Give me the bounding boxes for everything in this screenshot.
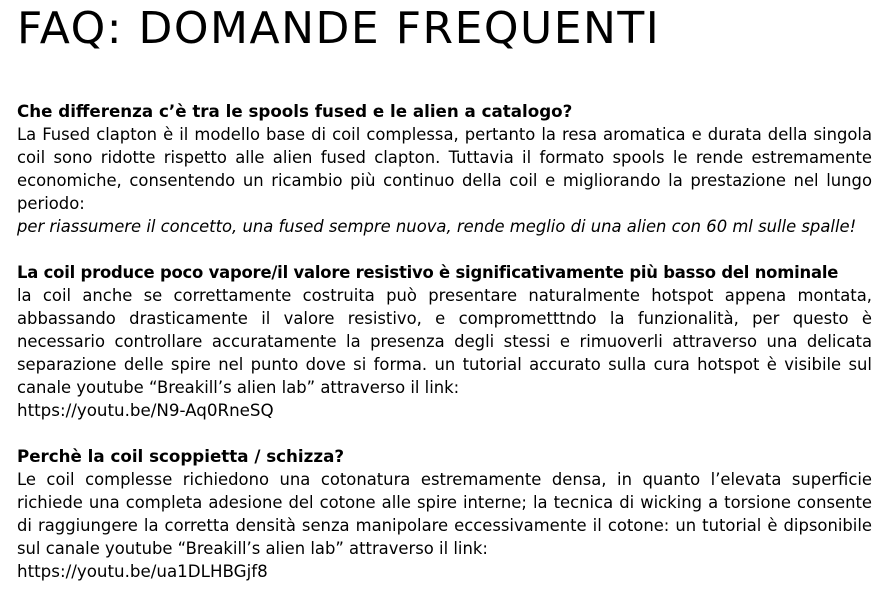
faq-item-low-vapor [17,261,872,422]
faq-list [17,100,872,583]
faq-summary: per riassumere il concetto, una fused sempre nuova, rende meglio di una alien con 60 ml sulle spalle! [17,217,857,236]
faq-answer: la coil anche se correttamente costruita può presentare naturalmente hotspot appena montata, abbassando drasticamente il valore resistivo, e comprometttndo la funzionalità, per questo è necessario controllare accuratamente la presenza degli stessi e rimuoverli attraverso una delicata separazione delle spire nel punto dove si forma. un tutorial accurato sulla cura hotspot è visibile sul canale youtube “Breakill’s alien lab” attraverso il link: [17,286,872,397]
faq-link-wicking-tutorial: https://youtu.be/ua1DLHBGjf8 [17,561,268,581]
faq-question: Perchè la coil scoppietta / schizza? [17,446,345,466]
faq-question: Che differenza c’è tra le spools fused e le alien a catalogo? [17,101,573,121]
faq-question: La coil produce poco vapore/il valore resistivo è significativamente più basso del nominale [17,263,839,282]
faq-answer: La Fused clapton è il modello base di coil complessa, pertanto la resa aromatica e durata della singola coil sono ridotte rispetto alle alien fused clapton. Tuttavia il formato spools le rende estremamente economiche, consentendo un ricambio più continuo della coil e migliorando la prestazione nel lungo periodo: [17,125,872,213]
faq-item-coil-spitting [17,445,872,583]
faq-item-fused-vs-alien [17,100,872,238]
page-title: FAQ: DOMANDE FREQUENTI [17,3,661,54]
faq-link-hotspot-tutorial: https://youtu.be/N9-Aq0RneSQ [17,400,274,420]
faq-answer: Le coil complesse richiedono una cotonatura estremamente densa, in quanto l’elevata superficie richiede una completa adesione del cotone alle spire interne; la tecnica di wicking a torsione consente di raggiungere la corretta densità senza manipolare eccessivamente il cotone: un tutorial è dipsonibile sul canale youtube “Breakill’s alien lab” attraverso il link: [17,470,872,558]
